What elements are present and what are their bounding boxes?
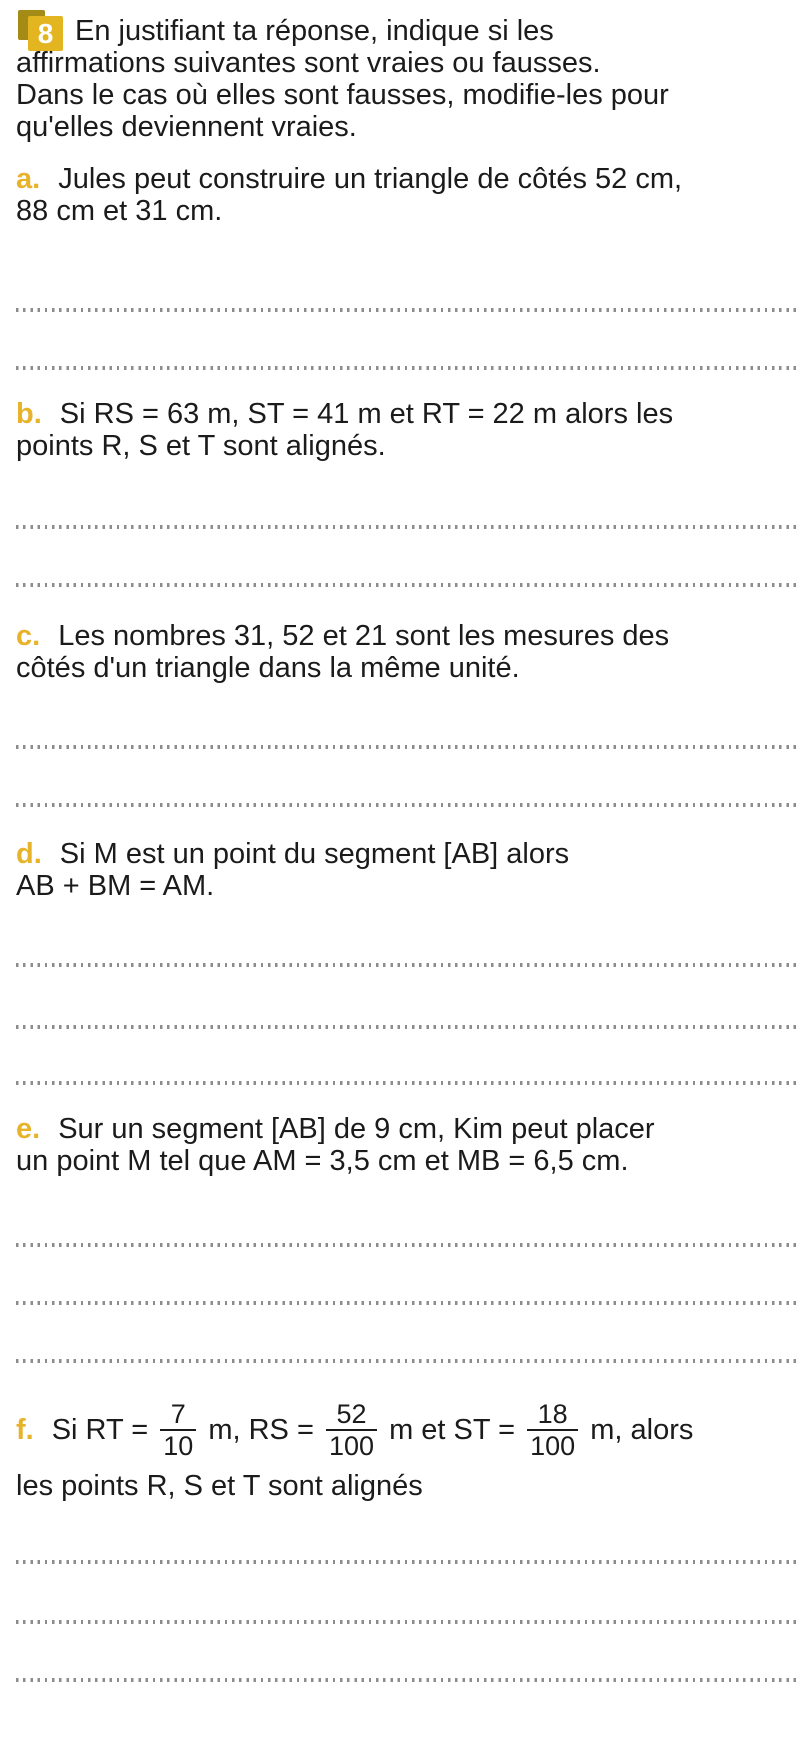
- fraction-numerator: 18: [537, 1399, 568, 1429]
- item-e-line-2: un point M tel que AM = 3,5 cm et MB = 6,5 cm.: [16, 1145, 629, 1177]
- fraction-52-100: [326, 1399, 377, 1461]
- answer-line: [16, 1359, 797, 1363]
- item-b-label: b.: [16, 398, 42, 430]
- item-e-text-1: Sur un segment [AB] de 9 cm, Kim peut placer: [58, 1113, 655, 1145]
- item-c-label: c.: [16, 620, 41, 652]
- answer-line: [16, 1620, 797, 1624]
- answer-line: [16, 525, 797, 529]
- item-f-text-part: m et ST =: [381, 1414, 524, 1446]
- intro-line-2: affirmations suivantes sont vraies ou fausses.: [16, 47, 601, 79]
- item-a-text-1: Jules peut construire un triangle de côtés 52 cm,: [58, 163, 683, 195]
- item-a-line-2: 88 cm et 31 cm.: [16, 195, 223, 227]
- answer-line: [16, 583, 797, 587]
- item-b-line-1: [16, 398, 673, 430]
- intro-line-1: En justifiant ta réponse, indique si les: [75, 15, 554, 47]
- intro-line-4: qu'elles deviennent vraies.: [16, 111, 357, 143]
- answer-line: [16, 745, 797, 749]
- answer-line: [16, 963, 797, 967]
- item-f-text-part: m, RS =: [200, 1414, 322, 1446]
- exercise-number-badge: [28, 16, 63, 51]
- item-e-label: e.: [16, 1113, 41, 1145]
- fraction-18-100: [527, 1399, 578, 1461]
- item-f-label: f.: [16, 1414, 34, 1446]
- item-a-label: a.: [16, 163, 41, 195]
- item-d-line-1: [16, 838, 569, 870]
- answer-line: [16, 308, 797, 312]
- fraction-numerator: 7: [170, 1399, 186, 1429]
- answer-line: [16, 1678, 797, 1682]
- fraction-7-10: [160, 1399, 196, 1461]
- fraction-denominator: 100: [326, 1429, 377, 1461]
- fraction-denominator: 100: [527, 1429, 578, 1461]
- answer-line: [16, 803, 797, 807]
- item-b-line-2: points R, S et T sont alignés.: [16, 430, 386, 462]
- item-f-line-1: [16, 1392, 693, 1468]
- exercise-number: 8: [37, 17, 54, 49]
- answer-line: [16, 1025, 797, 1029]
- fraction-numerator: 52: [336, 1399, 367, 1429]
- item-a-line-1: [16, 163, 682, 195]
- fraction-denominator: 10: [160, 1429, 196, 1461]
- item-b-text-1: Si RS = 63 m, ST = 41 m et RT = 22 m alors les: [59, 398, 674, 430]
- answer-line: [16, 366, 797, 370]
- answer-line: [16, 1301, 797, 1305]
- item-c-line-1: [16, 620, 669, 652]
- item-f-text-part: m, alors: [582, 1414, 694, 1446]
- item-f-text-part: Si RT =: [51, 1414, 157, 1446]
- intro-line-3: Dans le cas où elles sont fausses, modifie-les pour: [16, 79, 669, 111]
- item-d-line-2: AB + BM = AM.: [16, 870, 215, 902]
- answer-line: [16, 1081, 797, 1085]
- item-c-text-1: Les nombres 31, 52 et 21 sont les mesures des: [58, 620, 670, 652]
- answer-line: [16, 1243, 797, 1247]
- answer-line: [16, 1560, 797, 1564]
- item-d-label: d.: [16, 838, 42, 870]
- item-f-line-2: les points R, S et T sont alignés: [16, 1470, 423, 1502]
- item-d-text-1: Si M est un point du segment [AB] alors: [59, 838, 570, 870]
- item-e-line-1: [16, 1113, 655, 1145]
- item-c-line-2: côtés d'un triangle dans la même unité.: [16, 652, 520, 684]
